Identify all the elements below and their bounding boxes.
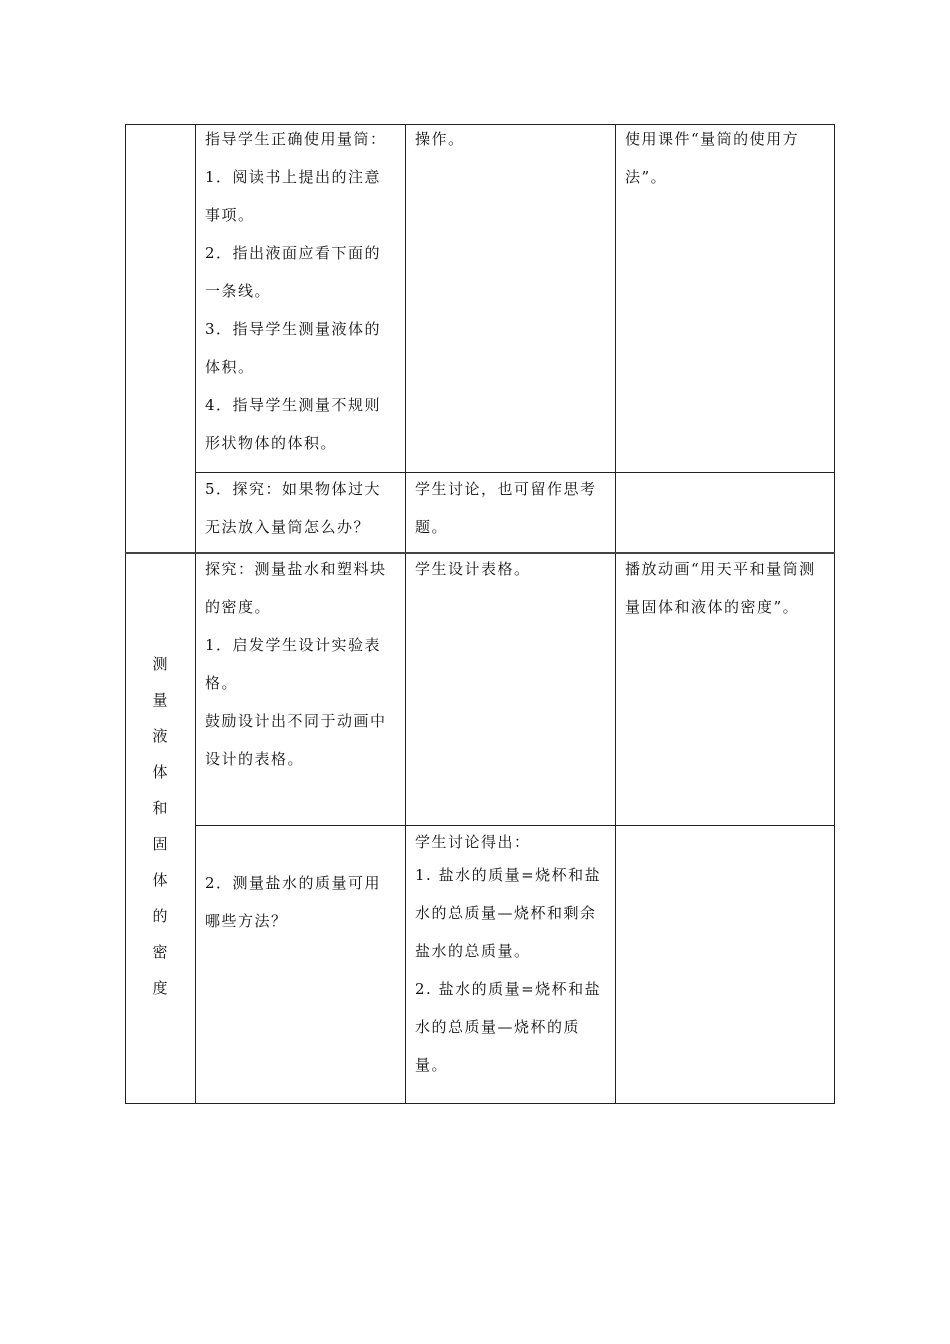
row2-student-cell [415, 470, 613, 546]
cell-line: 量固体和液体的密度”。 [625, 598, 800, 616]
cell-line: 使用课件“量筒的使用方 [625, 130, 800, 148]
cell-line: 3．指导学生测量液体的 [205, 320, 382, 338]
row1-media-cell [625, 120, 831, 196]
cell-line: 水的总质量—烧杯和剩余 [415, 904, 597, 922]
cell-line: 格。 [205, 674, 239, 692]
cell-line: 水的总质量—烧杯的质 [415, 1018, 581, 1036]
column-divider-2 [405, 124, 406, 1104]
cell-line: 2. 盐水的质量=烧杯和盐 [415, 980, 602, 998]
section-label-char: 体 [152, 871, 168, 889]
column-divider-1 [195, 124, 196, 1104]
cell-line: 1．阅读书上提出的注意 [205, 168, 382, 186]
cell-line: 哪些方法？ [205, 912, 288, 930]
cell-line: 形状物体的体积。 [205, 434, 338, 452]
section-label-char: 量 [152, 691, 168, 709]
table-border-bottom [125, 1103, 835, 1104]
cell-line: 学生讨论，也可留作思考 [415, 480, 597, 498]
cell-line: 盐水的总质量。 [415, 942, 531, 960]
section-label [125, 646, 195, 1006]
cell-line: 探究：测量盐水和塑料块 [205, 560, 387, 578]
row1-student-cell [415, 120, 613, 158]
section-label-char: 固 [152, 835, 168, 853]
cell-line: 2．指出液面应看下面的 [205, 244, 382, 262]
row1-teacher-cell [205, 120, 403, 462]
cell-line: 操作。 [415, 130, 465, 148]
row3-student-cell [415, 550, 613, 588]
section-label-char: 测 [152, 655, 168, 673]
cell-line: 播放动画“用天平和量筒测 [625, 560, 816, 578]
cell-line: 量。 [415, 1056, 449, 1074]
section-label-char: 体 [152, 763, 168, 781]
lesson-table [125, 124, 835, 1104]
cell-line: 指导学生正确使用量筒： [205, 130, 387, 148]
row2-teacher-cell [205, 470, 403, 546]
cell-line: 一条线。 [205, 282, 272, 300]
row4-student-cell [415, 826, 613, 1084]
cell-line: 学生讨论得出： [415, 833, 531, 851]
row4-teacher-cell [205, 864, 403, 940]
cell-line: 鼓励设计出不同于动画中 [205, 712, 387, 730]
cell-line: 的密度。 [205, 598, 272, 616]
cell-line: 体积。 [205, 358, 255, 376]
section-label-char: 的 [152, 907, 168, 925]
cell-line: 2．测量盐水的质量可用 [205, 874, 382, 892]
cell-line: 无法放入量筒怎么办？ [205, 518, 371, 536]
cell-line: 法”。 [625, 168, 668, 186]
cell-line: 事项。 [205, 206, 255, 224]
row3-teacher-cell [205, 550, 403, 778]
cell-line: 学生设计表格。 [415, 560, 531, 578]
cell-line: 1．启发学生设计实验表 [205, 636, 382, 654]
section-label-char: 液 [152, 727, 168, 745]
cell-line: 5．探究：如果物体过大 [205, 480, 382, 498]
cell-line: 题。 [415, 518, 449, 536]
section-label-char: 密 [152, 943, 168, 961]
column-divider-3 [615, 124, 616, 1104]
section-label-char: 度 [152, 979, 168, 997]
cell-line: 设计的表格。 [205, 750, 305, 768]
section-label-char: 和 [152, 799, 168, 817]
row3-media-cell [625, 550, 831, 626]
cell-line: 1. 盐水的质量=烧杯和盐 [415, 866, 602, 884]
table-border-right [834, 124, 835, 1104]
cell-line: 4．指导学生测量不规则 [205, 396, 382, 414]
